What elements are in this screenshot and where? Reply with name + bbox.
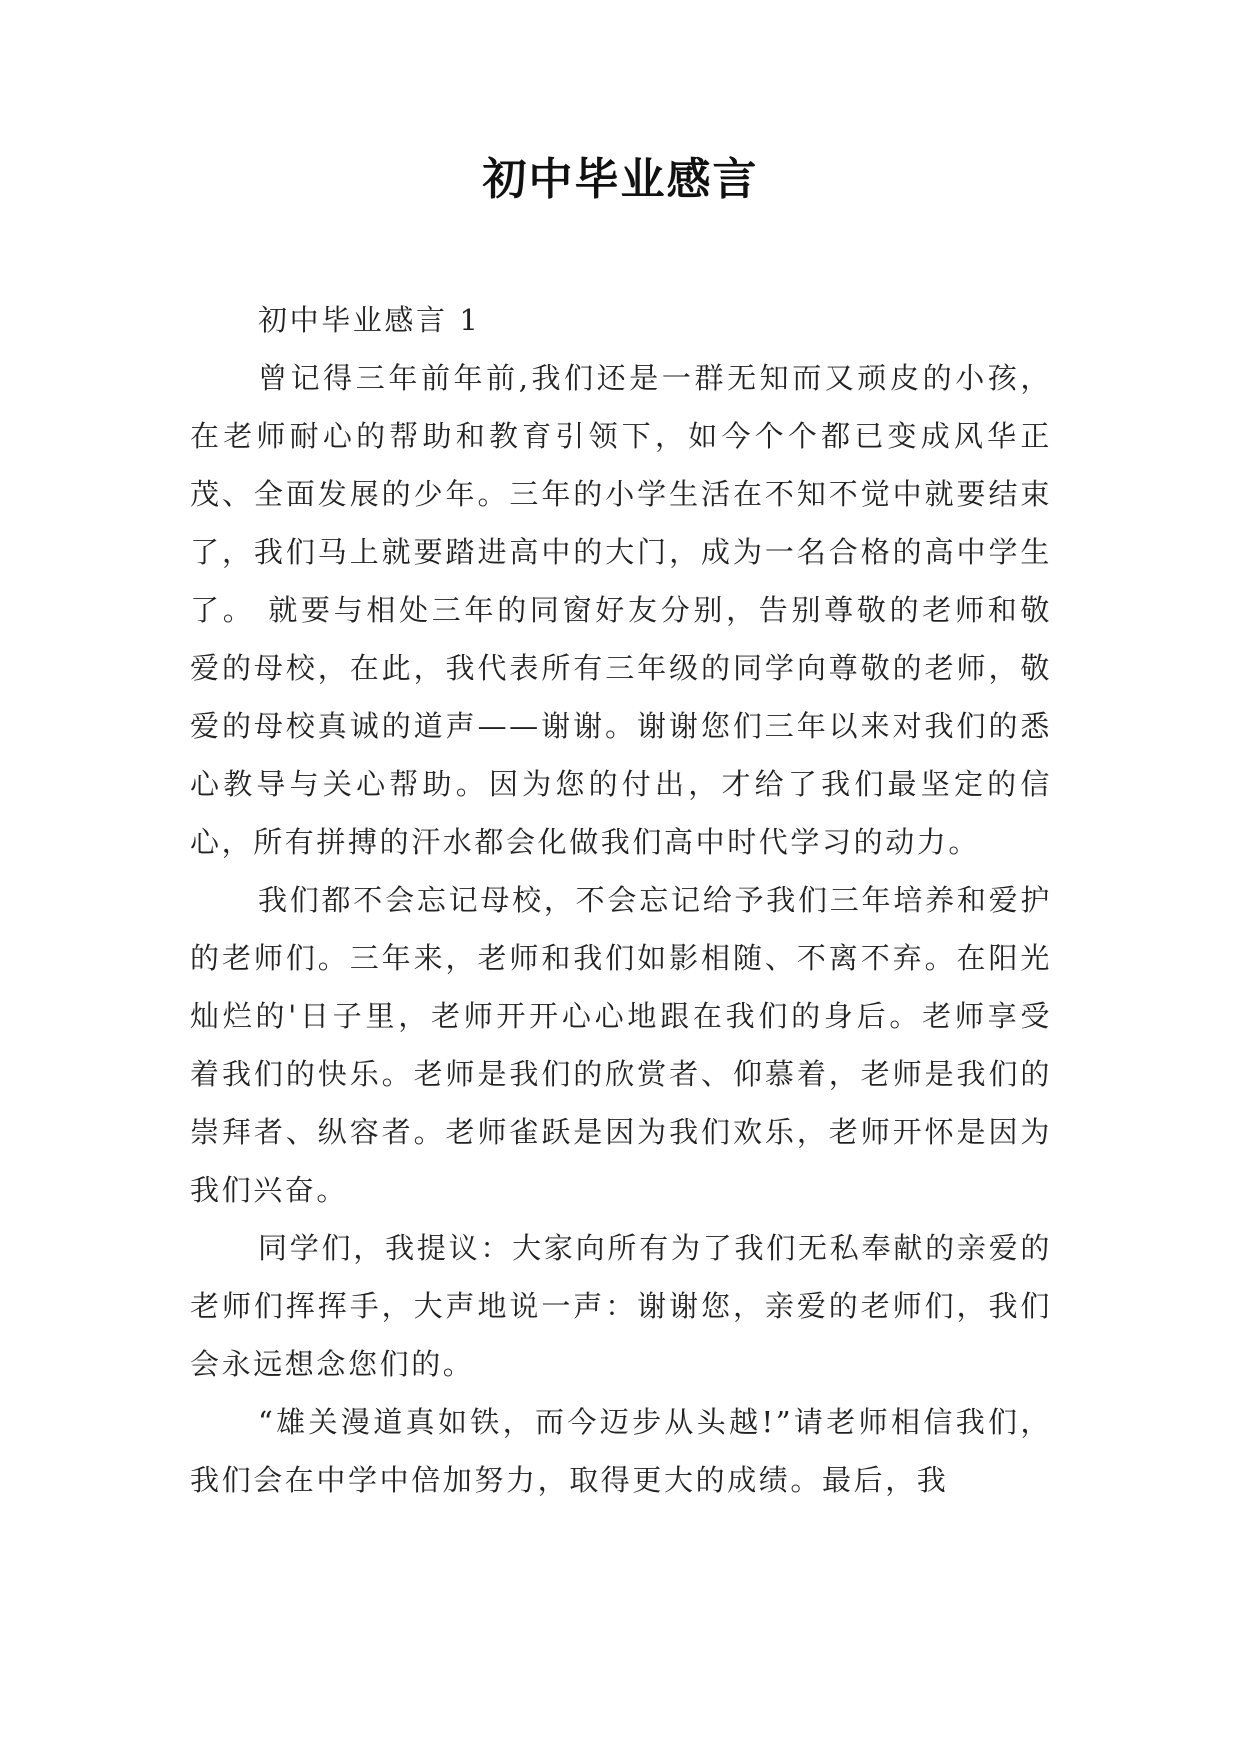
paragraph: 同学们，我提议：大家向所有为了我们无私奉献的亲爱的老师们挥挥手，大声地说一声：谢谢您，亲爱的老师们，我们会永远想念您们的。 — [190, 1231, 1052, 1381]
paragraph: “雄关漫道真如铁，而今迈步从头越!”请老师相信我们，我们会在中学中倍加努力，取得更大的成绩。最后，我 — [190, 1405, 1052, 1497]
document-title: 初中毕业感言 — [482, 154, 759, 205]
paragraph: 我们都不会忘记母校，不会忘记给予我们三年培养和爱护的老师们。三年来，老师和我们如影相随、不离不弃。在阳光灿烂的'日子里，老师开开心心地跟在我们的身后。老师享受着我们的快乐。老师是我们的欣赏者、仰慕着，老师是我们的崇拜者、纵容者。老师雀跃是因为我们欢乐，老师开怀是因为我们兴奋。 — [190, 883, 1052, 1207]
section-heading: 初中毕业感言 1 — [258, 303, 481, 337]
document-body — [190, 291, 1052, 1509]
paragraph: 曾记得三年前年前,我们还是一群无知而又顽皮的小孩，在老师耐心的帮助和教育引领下，如今个个都已变成风华正茂、全面发展的少年。三年的小学生活在不知不觉中就要结束了，我们马上就要踏进高中的大门，成为一名合格的高中学生了。 就要与相处三年的同窗好友分别，告别尊敬的老师和敬爱的母校，在此，我代表所有三年级的同学向尊敬的老师，敬爱的母校真诚的道声——谢谢。谢谢您们三年以来对我们的悉心教导与关心帮助。因为您的付出，才给了我们最坚定的信心，所有拼搏的汗水都会化做我们高中时代学习的动力。 — [190, 361, 1052, 859]
